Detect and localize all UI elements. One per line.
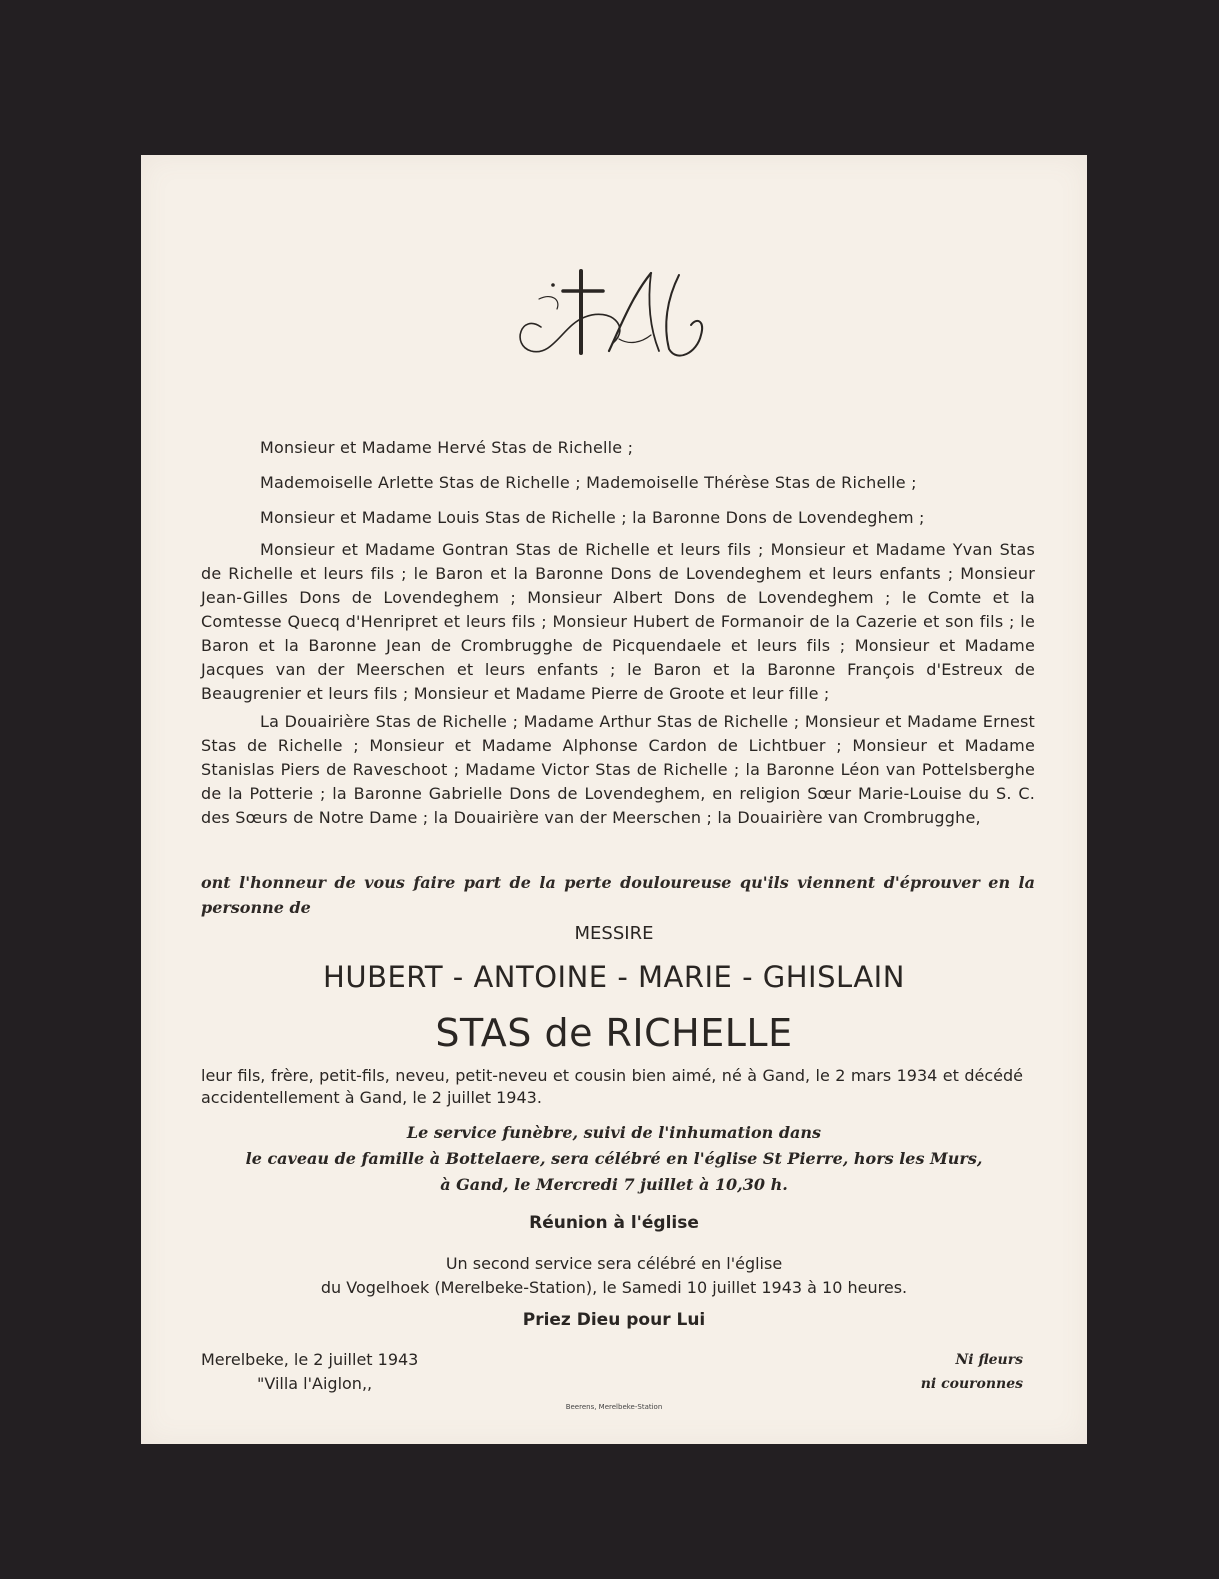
- second-service-details: [141, 1252, 1087, 1300]
- deceased-description: leur fils, frère, petit-fils, neveu, petit-neveu et cousin bien aimé, né à Gand, le 2 mars 1934 et décédé accidentellement à Gand, le 2 juillet 1943.: [201, 1066, 1023, 1107]
- printer-credit: Beerens, Merelbeke-Station: [565, 1403, 663, 1411]
- family-list-short: [201, 436, 1035, 541]
- villa-name: "Villa l'Aiglon,,: [257, 1374, 373, 1393]
- flowers-line: ni couronnes: [920, 1376, 1023, 1392]
- no-flowers-note: [917, 1348, 1023, 1396]
- family-paragraph: La Douairière Stas de Richelle ; Madame Arthur Stas de Richelle ; Monsieur et Madame Ernest Stas de Richelle ; Monsieur et Madame Alphonse Cardon de Lichtbuer ; Monsieur et Madame Stanislas Piers de Raveschoot ; Madame Victor Stas de Richelle ; la Baronne Léon van Pottelsberghe de la Potterie ; la Baronne Gabrielle Dons de Lovendeghem, en religion Sœur Marie-Louise du S. C. des Sœurs de Notre Dame ; la Douairière van der Meerschen ; la Douairière van Crombrugghe,: [201, 712, 1035, 827]
- service-line: Le service funèbre, suivi de l'inhumation dans: [406, 1123, 822, 1142]
- cross-monogram-icon: [501, 255, 741, 365]
- honorific-title: MESSIRE: [574, 923, 654, 944]
- family-line: Monsieur et Madame Louis Stas de Richelle ; la Baronne Dons de Lovendeghem ;: [260, 508, 925, 527]
- second-service-line: Un second service sera célébré en l'église: [445, 1254, 783, 1273]
- flowers-line: Ni fleurs: [955, 1352, 1023, 1368]
- second-service-line: du Vogelhoek (Merelbeke-Station), le Samedi 10 juillet 1943 à 10 heures.: [320, 1278, 908, 1297]
- service-line: à Gand, le Mercredi 7 juillet à 10,30 h.: [440, 1175, 788, 1194]
- place-and-date: [201, 1348, 418, 1396]
- family-line: Mademoiselle Arlette Stas de Richelle ; Mademoiselle Thérèse Stas de Richelle ;: [260, 473, 917, 492]
- deceased-surname: STAS de RICHELLE: [435, 1011, 793, 1055]
- reunion-heading: Réunion à l'église: [529, 1213, 699, 1233]
- funeral-service-details: [141, 1120, 1087, 1198]
- deceased-given-names: HUBERT - ANTOINE - MARIE - GHISLAIN: [323, 960, 905, 994]
- family-paragraph: Monsieur et Madame Gontran Stas de Richelle et leurs fils ; Monsieur et Madame Yvan Stas de Richelle et leurs fils ; le Baron et la Baronne Dons de Lovendeghem et leurs enfants ; Monsieur Jean-Gilles Dons de Lovendeghem ; Monsieur Albert Dons de Lovendeghem ; le Comte et la Comtesse Quecq d'Henripret et leurs fils ; Monsieur Hubert de Formanoir de la Cazerie et son fils ; le Baron et la Baronne Jean de Crombrugghe de Picquendaele et leurs fils ; Monsieur et Madame Jacques van der Meerschen et leurs enfants ; le Baron et la Baronne François d'Estreux de Beaugrenier et leurs fils ; Monsieur et Madame Pierre de Groote et leur fille ;: [201, 540, 1035, 703]
- service-line: le caveau de famille à Bottelaere, sera célébré en l'église St Pierre, hors les Murs,: [245, 1149, 983, 1168]
- place-date-line: Merelbeke, le 2 juillet 1943: [201, 1350, 419, 1369]
- announcement-text: ont l'honneur de vous faire part de la perte douloureuse qu'ils viennent d'éprouver en la personne de: [201, 873, 1035, 917]
- prayer-request: Priez Dieu pour Lui: [522, 1310, 706, 1330]
- family-line: Monsieur et Madame Hervé Stas de Richelle ;: [260, 438, 634, 457]
- funeral-notice-card: [141, 155, 1087, 1444]
